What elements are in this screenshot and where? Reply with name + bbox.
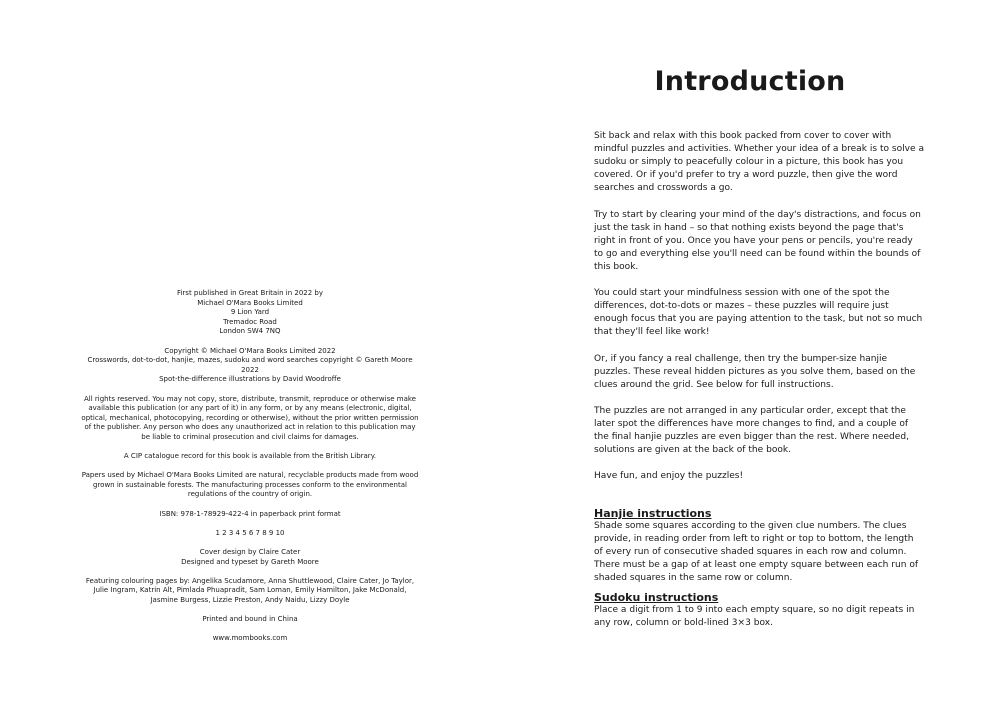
hanjie-section [594, 507, 924, 585]
intro-paragraph: The puzzles are not arranged in any particular order, except that the later spot the differences have more changes to find, and a couple of the final hanjie puzzles are even bigger than the rest. Where needed, solutions are given at the back of the book. [594, 405, 909, 456]
design-credits [80, 548, 420, 567]
publisher-line: First published in Great Britain in 2022 by [176, 289, 324, 297]
design-credit-line: Designed and typeset by Gareth Moore [181, 557, 319, 566]
publisher-line: Michael O'Mara Books Limited [197, 298, 303, 307]
isbn: ISBN: 978-1-78929-422-4 in paperback print format [159, 509, 341, 518]
paper-notice: Papers used by Michael O'Mara Books Limited are natural, recyclable products made from wood grown in sustainable forests. The manufacturing processes conform to the environmental regulations of the country of origin. [81, 471, 419, 499]
intro-paragraph: Have fun, and enjoy the puzzles! [594, 471, 744, 482]
sudoku-heading: Sudoku instructions [594, 591, 719, 605]
copyright-line: Spot-the-difference illustrations by David Woodroffe [159, 375, 341, 384]
publisher-block [80, 289, 420, 337]
publisher-line: Tremadoc Road [223, 317, 277, 326]
printing-line: 1 2 3 4 5 6 7 8 9 10 [215, 528, 285, 537]
hanjie-heading: Hanjie instructions [594, 506, 712, 520]
copyright-block [80, 347, 420, 385]
page-title: Introduction [654, 66, 846, 97]
sudoku-section [594, 591, 924, 630]
intro-paragraph: You could start your mindfulness session with one of the spot the differences, dot-to-dots or mazes – these puzzles will require just enough focus that you are paying attention to the task, but not so much that they'll feel like work! [594, 288, 923, 338]
publisher-line: London SW4 7NQ [219, 327, 281, 336]
colouring-credits: Featuring colouring pages by: Angelika Scudamore, Anna Shuttlewood, Claire Cater, Jo Taylor, Julie Ingram, Katrin Alt, Pimlada Phuapradit, Sam Loman, Emily Hamilton, Jake McDonald, Jasmine Burgess, Lizzie Preston, Andy Naidu, Lizzy Doyle [85, 576, 415, 604]
intro-paragraph: Or, if you fancy a real challenge, then try the bumper-size hanjie puzzles. These reveal hidden pictures as you solve them, based on the clues around the grid. See below for full instructions. [594, 353, 916, 390]
introduction-page [500, 0, 1000, 707]
copyright-line: Crosswords, dot-to-dot, hanjie, mazes, sudoku and word searches copyright © Gareth Moore 2022 [87, 356, 413, 374]
intro-paragraph: Try to start by clearing your mind of the day's distractions, and focus on just the task in hand – so that nothing exists beyond the page that's right in front of you. Once you have your pens or pencils, you're ready to go and everything else you'll need can be found within the bounds of this book. [594, 209, 921, 272]
cip-notice: A CIP catalogue record for this book is available from the British Library. [123, 452, 377, 461]
website-link[interactable]: www.mombooks.com [212, 634, 288, 643]
sudoku-text: Place a digit from 1 to 9 into each empty square, so no digit repeats in any row, column or bold-lined 3×3 box. [594, 605, 915, 629]
rights-notice: All rights reserved. You may not copy, store, distribute, transmit, reproduce or otherwise make available this publication (or any part of it) in any form, or by any means (electronic, digital, optical, mechanical, photocopying, recording or otherwise), without the prior written permission of the publisher. Any person who does any unauthorized act in relation to this publication may be liable to criminal prosecution and civil claims for damages. [81, 394, 419, 441]
hanjie-text: Shade some squares according to the given clue numbers. The clues provide, in reading order from left to right or top to bottom, the length of every run of consecutive shaded squares in each row and column. There must be a gap of at least one empty square between each run of shaded squares in the same row or column. [594, 520, 919, 583]
copyright-line: Copyright © Michael O'Mara Books Limited 2022 [164, 346, 336, 355]
design-credit-line: Cover design by Claire Cater [199, 548, 301, 557]
intro-paragraph: Sit back and relax with this book packed from cover to cover with mindful puzzles and activities. Whether your idea of a break is to solve a sudoku or simply to peacefully colour in a picture, this book has you covered. Or if you'd prefer to try a word puzzle, then give the word searches and crosswords a go. [594, 131, 924, 194]
introduction-body [594, 130, 924, 630]
imprint-block [80, 289, 420, 654]
publisher-line: 9 Lion Yard [230, 308, 270, 317]
printed-in: Printed and bound in China [202, 615, 298, 624]
